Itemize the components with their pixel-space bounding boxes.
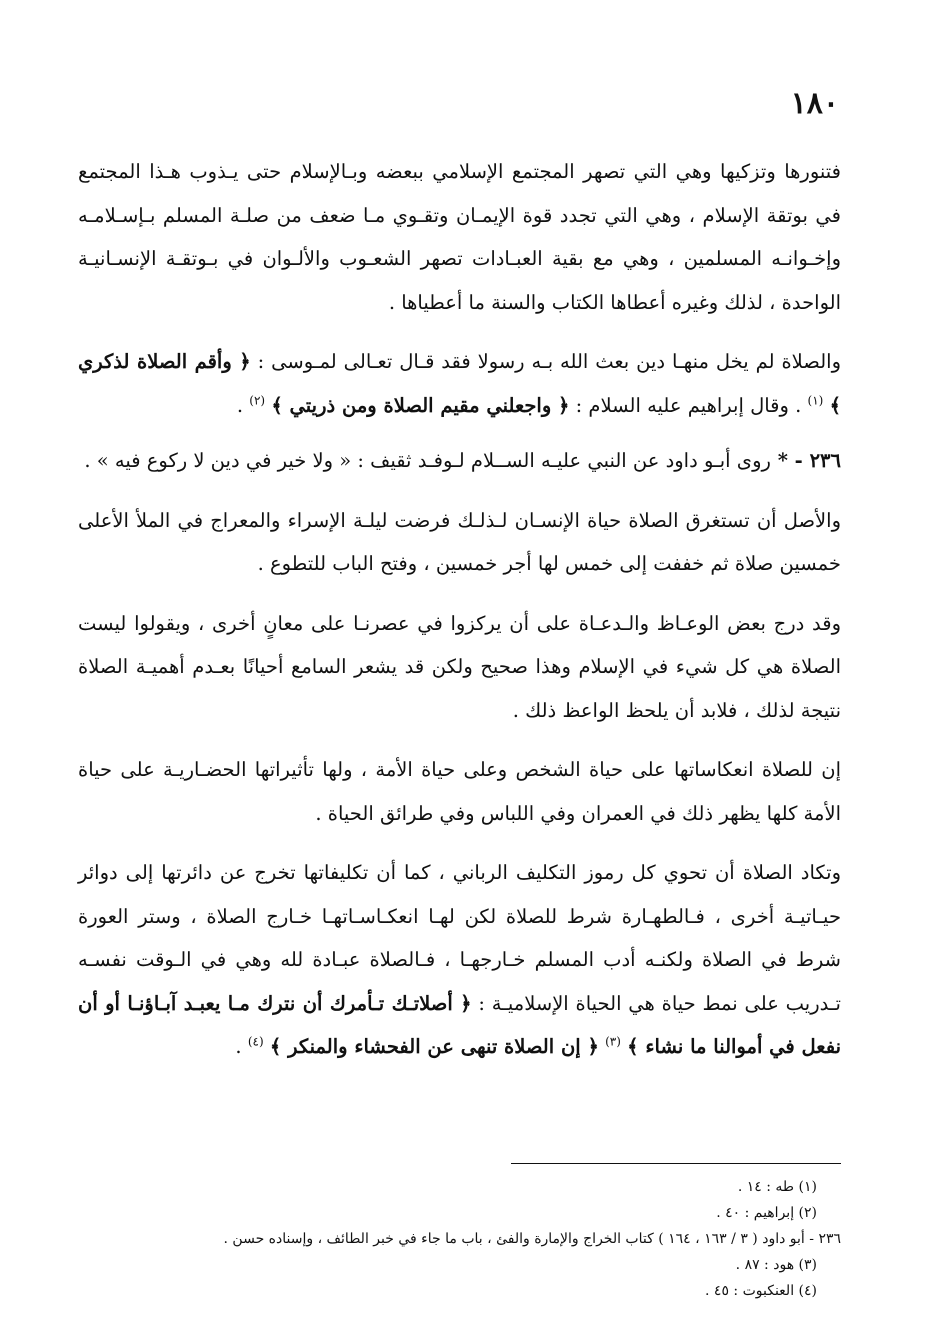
footnote-4: (٤) العنكبوت : ٤٥ . (705, 1283, 817, 1299)
footnote-ref: (٢) (249, 393, 266, 407)
paragraph-text: . (236, 393, 250, 417)
paragraph-text: وقد درج بعض الوعـاظ والـدعـاة على أن يركزوا في عصرنـا على معانٍ أخرى ، ويقولوا ليست الصلاة هي كل شيء في الإسلام وهذا صحيح ولكن قد يشعر السامع أحيانًا بعـدم أهميـة الصلاة نتيجة لذلك ، فلابد أن يلحظ الواعظ ذلك . (78, 611, 841, 722)
paragraph-text: فتنورها وتزكيها وهي التي تصهر المجتمع الإسلامي ببعضه وبـالإسلام حتى يـذوب هـذا المجتمع في بوتقة الإسلام ، وهي التي تجدد قوة الإيمـان وتقـوي مـا ضعف من صلـة المسلم بـإسـلامـه وإخـوانـه المسلمين ، وهي مع بقية العبـادات تصهر الشعـوب والألـوان في بـوتقـة الإنسـانيـة الواحدة ، لذلك وغيره أعطاها الكتاب والسنة ما أعطياها . (78, 160, 841, 314)
footnote-2: (٢) إبراهيم : ٤٠ . (716, 1205, 817, 1221)
page-number: ١٨٠ (790, 86, 839, 121)
hadith-number: ٢٣٦ - * (770, 449, 841, 472)
paragraph-text: . وقال إبراهيم عليه السلام : (569, 393, 808, 417)
footnotes (78, 1174, 841, 1304)
quran-quote: ﴿ إن الصلاة تنهى عن الفحشاء والمنكر ﴾ (269, 1035, 599, 1058)
quran-quote: ﴿ أصلاتـك تـأمرك أن نترك مـا يعبـد آبـاؤنـا أو أن نفعل في أموالنا ما نشاء ﴾ (78, 991, 841, 1058)
paragraph-6 (78, 748, 841, 835)
paragraph-7 (78, 851, 841, 1069)
paragraph-4 (78, 499, 841, 586)
paragraph-text: والأصل أن تستغرق الصلاة حياة الإنسـان لـذلـك فرضت ليلـة الإسراء والمعراج في الملأ الأعلى خمسين صلاة ثم خففت إلى خمس لها أجر خمسين ، وفتح الباب للتطوع . (78, 508, 841, 575)
paragraph-text: والصلاة لم يخل منهـا دين بعث الله بـه رسولا فقد قـال تعـالى لمـوسى : (250, 350, 841, 373)
paragraph-text: روى أبـو داود عن النبي عليـه الســلام لـوفـد ثقيف : « ولا خير في دين لا ركوع فيه » . (84, 449, 771, 472)
footnote-ref: (٤) (247, 1034, 264, 1049)
footnote-hadith-236: ٢٣٦ - أبو داود ( ٣ / ١٦٣ ، ١٦٤ ) كتاب الخراج والإمارة والفئ ، باب ما جاء في خبر الطائف ، وإسناده حسن . (223, 1231, 841, 1247)
footnote-ref: (١) (807, 393, 824, 407)
paragraph-text: إن للصلاة انعكاساتها على حياة الشخص وعلى حياة الأمة ، ولها تأثيراتها الحضـاريـة على حياة الأمة كلها يظهر ذلك في العمران وفي اللباس وفي طرائق الحياة . (78, 758, 841, 825)
quran-quote: ﴿ وأقم الصلاة لذكري ﴾ (78, 350, 841, 417)
footnote-1: (١) طه : ١٤ . (737, 1179, 817, 1195)
paragraph-text: . (235, 1035, 248, 1058)
footnote-divider (511, 1163, 841, 1164)
paragraph-3 (78, 439, 841, 483)
paragraph-2 (78, 340, 841, 427)
footnote-3: (٣) هود : ٨٧ . (735, 1257, 817, 1273)
quran-quote: ﴿ واجعلني مقيم الصلاة ومن ذريتي ﴾ (271, 393, 570, 417)
footnote-ref: (٣) (605, 1034, 621, 1049)
paragraph-1 (78, 150, 841, 324)
paragraph-text: وتكاد الصلاة أن تحوي كل رموز التكليف الرباني ، كما أن تكليفاتها تخرج عن دائرتها إلى دوائر حيـاتيـة أخرى ، فـالطهـارة شرط للصلاة لكن لهـا انعكـاسـاتهـا خـارج الصلاة ، وستر العورة شرط في الصلاة ولكنـه أدب المسلم خـارجهـا ، فـالصلاة عبـادة لله وهي في الـوقت نفسـه تـدريب على نمط حياة هي الحياة الإسلاميـة : (78, 861, 841, 1015)
body-text (78, 150, 841, 1085)
paragraph-5 (78, 602, 841, 733)
